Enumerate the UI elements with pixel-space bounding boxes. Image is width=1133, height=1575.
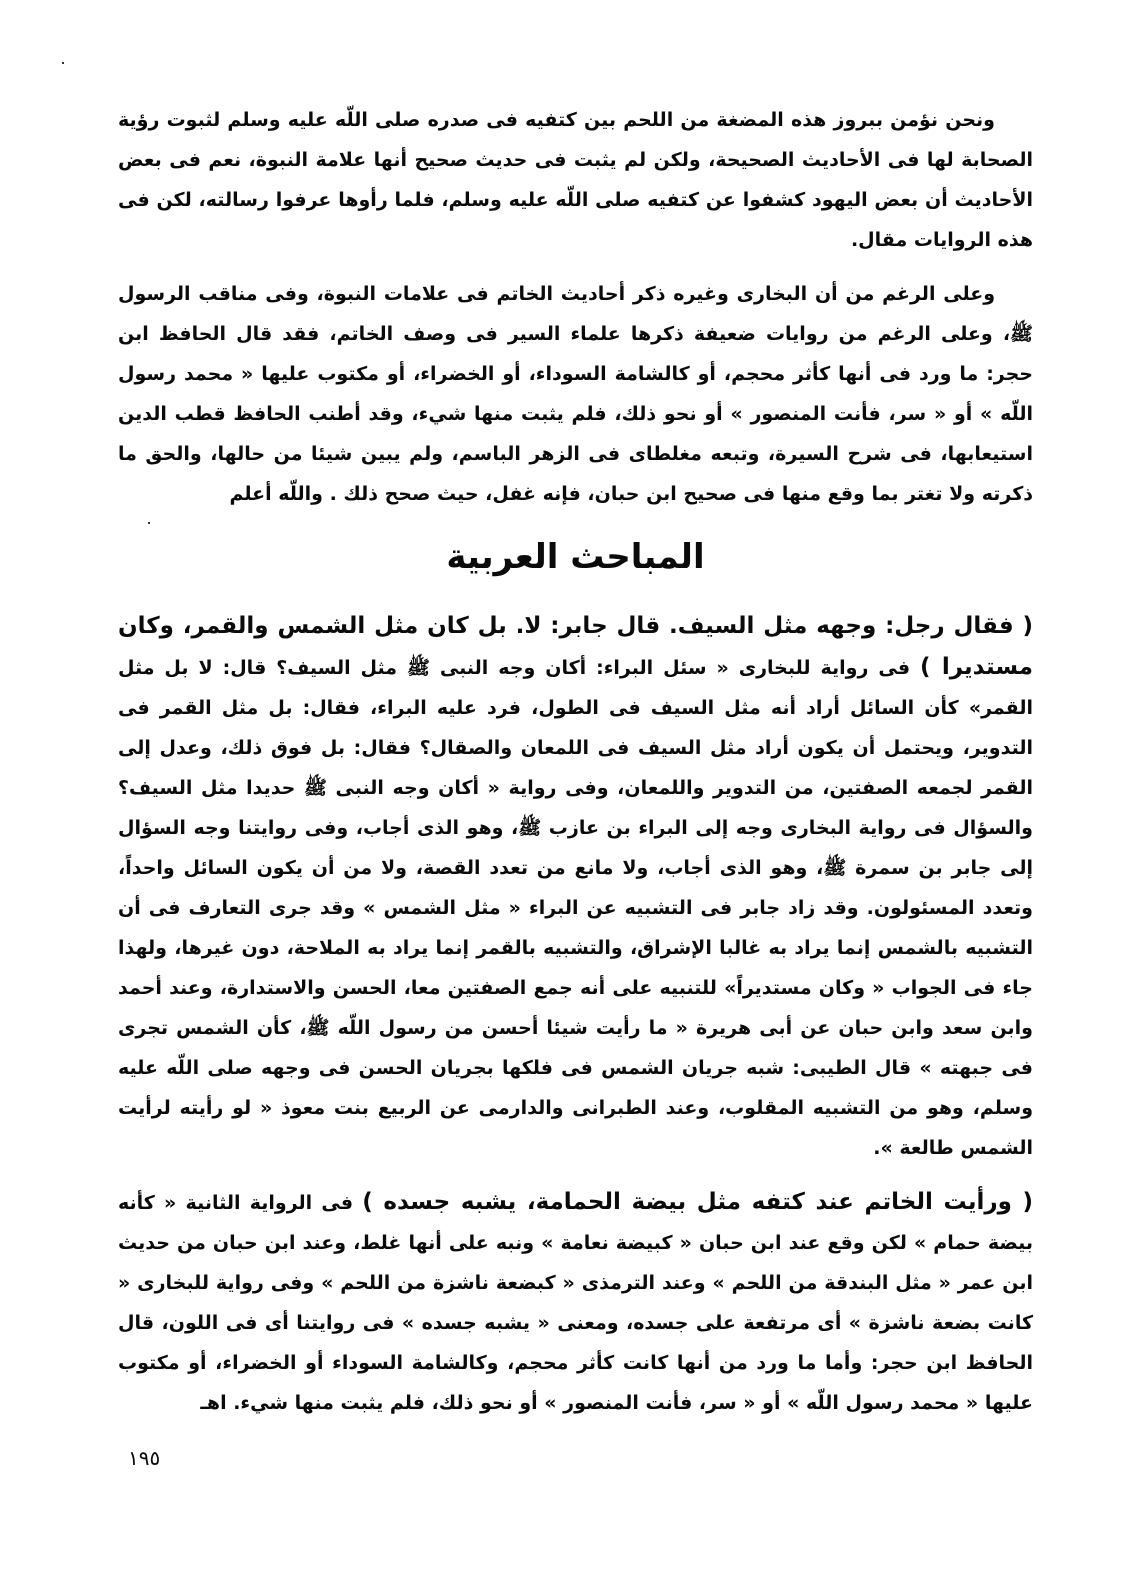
document-page (118, 100, 1033, 1437)
commentary-paragraph-2 (118, 1182, 1033, 1423)
commentary-text: فى رواية للبخارى « سئل البراء: أكان وجه النبى ﷺ مثل السيف؟ قال: لا بل مثل القمر» كأن السائل أراد أنه مثل السيف فى الطول، فرد عليه البراء، فقال: بل مثل القمر فى التدوير، ويحتمل أن يكون أراد مثل السيف فى اللمعان والصقال؟ فقال: بل فوق ذلك، وعدل إلى القمر لجمعه الصفتين، من التدوير واللمعان، وفى رواية « أكان وجه النبى ﷺ حديدا مثل السيف؟ والسؤال فى رواية البخارى وجه إلى البراء بن عازب ﷺ، وهو الذى أجاب، وفى روايتنا وجه السؤال إلى جابر بن سمرة ﷺ، وهو الذى أجاب، ولا مانع من تعدد القصة، ولا من أن يكون السائل واحداً، وتعدد المسئولون. وقد زاد جابر فى التشبيه عن البراء « مثل الشمس » وقد جرى التعارف فى أن التشبيه بالشمس إنما يراد به غالبا الإشراق، والتشبيه بالقمر إنما يراد به الملاحة، دون غيرها، ولهذا جاء فى الجواب « وكان مستديراً» للتنبيه على أنه جمع الصفتين معا، الحسن والاستدارة، وعند أحمد وابن سعد وابن حبان عن أبى هريرة « ما رأيت شيئا أحسن من رسول اللّه ﷺ، كأن الشمس تجرى فى جبهته » قال الطيبى: شبه جريان الشمس فى فلكها بجريان الحسن فى وجهه صلى اللّه عليه وسلم، وهو من التشبيه المقلوب، وعند الطبرانى والدارمى عن الربيع بنت معوذ « لو رأيته لرأيت الشمس طالعة ». (118, 657, 1033, 1159)
body-paragraph-1: ونحن نؤمن ببروز هذه المضغة من اللحم بين كتفيه فى صدره صلى اللّه عليه وسلم لثبوت رؤية الصحابة لها فى الأحاديث الصحيحة، ولكن لم يثبت فى حديث صحيح أنها علامة النبوة، نعم فى بعض الأحاديث أن بعض اليهود كشفوا عن كتفيه صلى اللّه عليه وسلم، فلما رأوها عرفوا رسالته، لكن فى هذه الروايات مقال. (118, 109, 1033, 251)
commentary-text: فى الرواية الثانية « كأنه بيضة حمام » لكن وقع عند ابن حبان « كبيضة نعامة » ونبه على أنها غلط، وعند ابن حبان من حديث ابن عمر « مثل البندقة من اللحم » وعند الترمذى « كبضعة ناشزة من اللحم » وفى رواية للبخارى « كانت بضعة ناشزة » أى مرتفعة على جسده، ومعنى « يشبه جسده » فى روايتنا أى فى اللون، قال الحافظ ابن حجر: وأما ما ورد من أنها كانت كأثر محجم، وكالشامة السوداء أو الخضراء، أو مكتوب عليها « محمد رسول اللّه » أو « سر، فأنت المنصور » أو نحو ذلك، فلم يثبت منها شيء. اهـ (118, 1192, 1033, 1414)
page-number: ١٩٥ (128, 1446, 161, 1470)
body-paragraph-2: وعلى الرغم من أن البخارى وغيره ذكر أحاديث الخاتم فى علامات النبوة، وفى مناقب الرسول ﷺ، وعلى الرغم من روايات ضعيفة ذكرها علماء السير فى وصف الخاتم، فقد قال الحافظ ابن حجر: ما ورد فى أنها كأثر محجم، أو كالشامة السوداء، أو الخضراء، أو مكتوب عليها « محمد رسول اللّه » أو « سر، فأنت المنصور » أو نحو ذلك، فلم يثبت منها شيء، وقد أطنب الحافظ قطب الدين استيعابها، فى شرح السيرة، وتبعه مغلطاى فى الزهر الباسم، ولم يبين شيئا من حالها، والحق ما ذكرته ولا تغتر بما وقع منها فى صحيح ابن حبان، فإنه غفل، حيث صحح ذلك . واللّه أعلم (118, 283, 1033, 505)
scan-speck (62, 62, 64, 64)
quoted-hadith-lead: ( فقال رجل: وجهه مثل السيف. قال جابر: لا. بل كان مثل الشمس والقمر، وكان مستديرا ) (118, 613, 1033, 680)
quoted-hadith-lead: ( ورأيت الخاتم عند كتفه مثل بيضة الحمامة، يشبه جسده ) (362, 1189, 1033, 1215)
commentary-paragraph-1 (118, 606, 1033, 1168)
section-heading: المباحث العربية (446, 537, 705, 577)
